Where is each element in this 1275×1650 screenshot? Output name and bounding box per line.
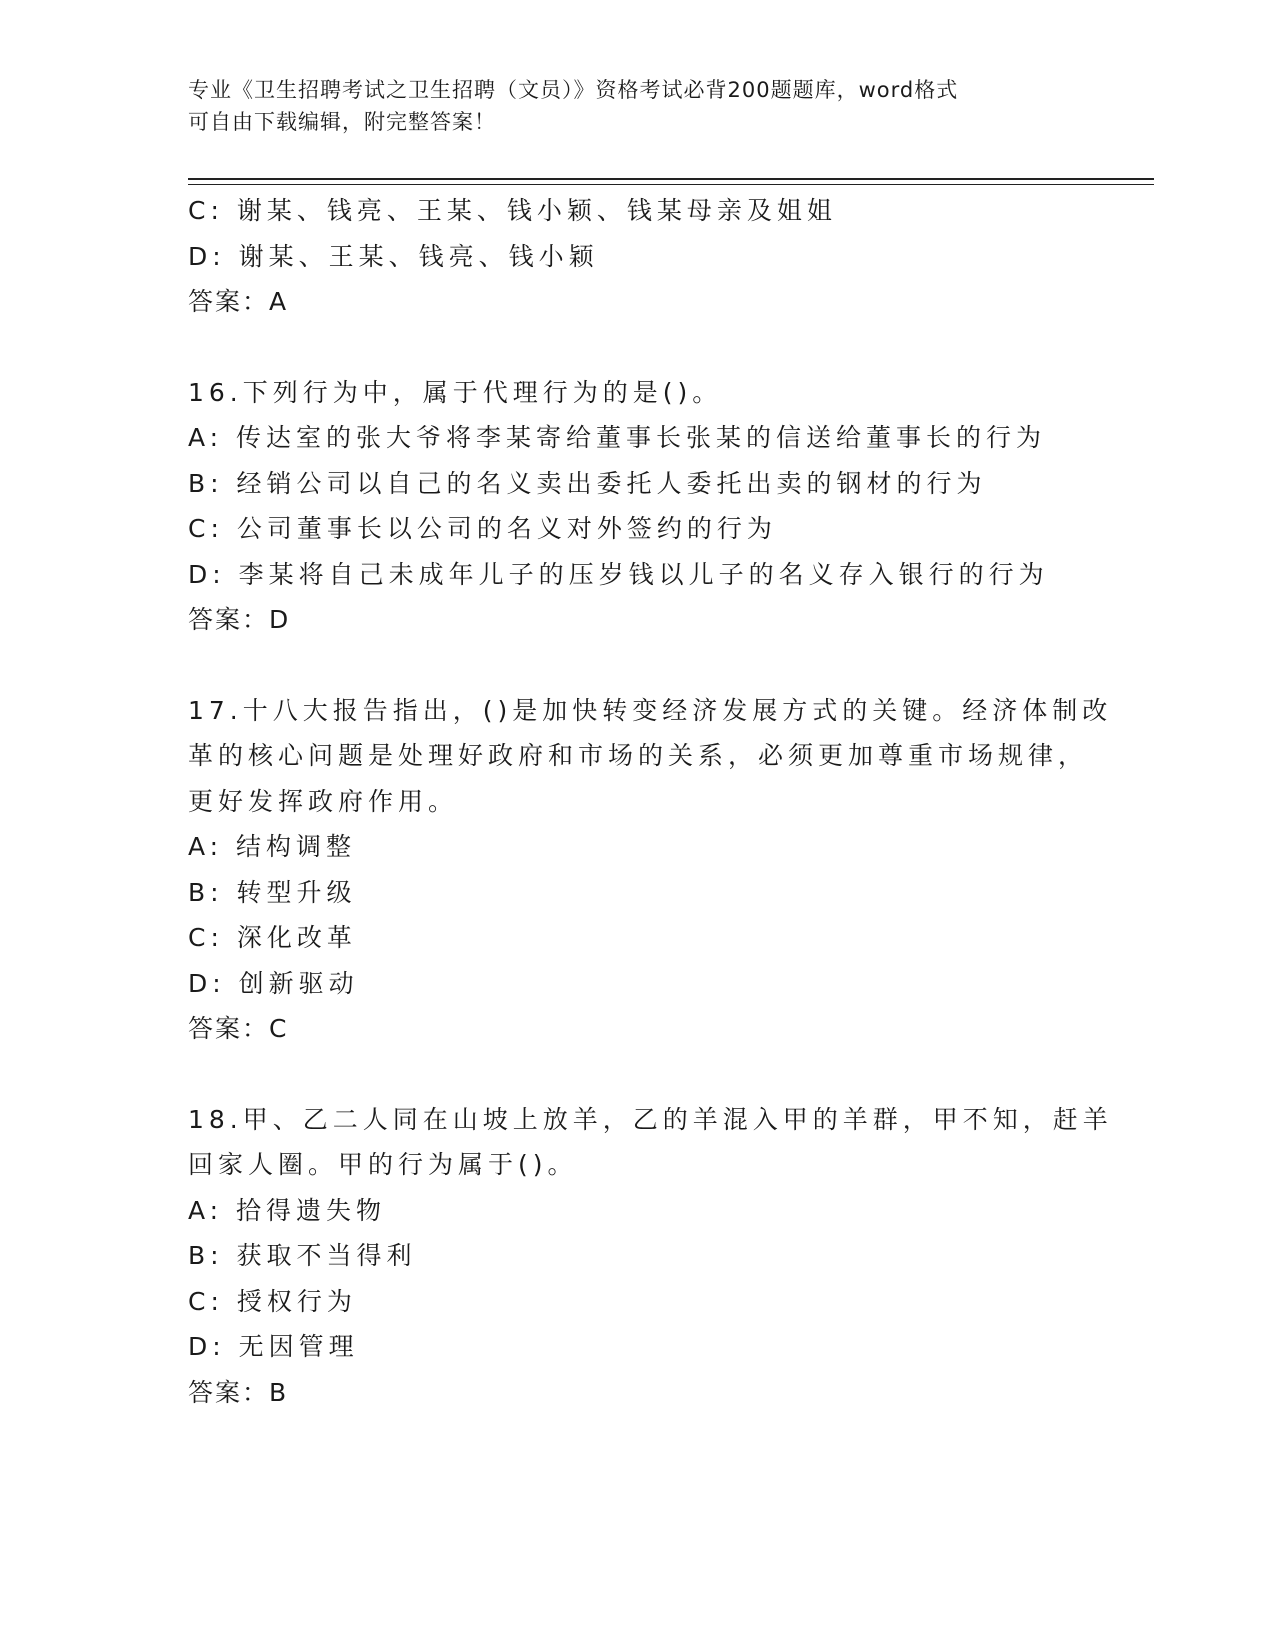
spacer <box>188 1052 1088 1097</box>
header-rule-thick <box>188 178 1154 180</box>
question-text: 17.十八大报告指出，()是加快转变经济发展方式的关键。经济体制改 <box>188 695 1113 725</box>
option-c: C: 谢某、钱亮、王某、钱小颖、钱某母亲及姐姐 <box>188 196 837 225</box>
previous-question-tail <box>188 188 1088 325</box>
question-text: 回家人圈。甲的行为属于()。 <box>188 1150 578 1179</box>
answer-line: 答案：C <box>188 1014 289 1043</box>
option-d: D: 无因管理 <box>188 1332 359 1361</box>
question-text: 革的核心问题是处理好政府和市场的关系，必须更加尊重市场规律， <box>188 741 1089 770</box>
option-c: C: 公司董事长以公司的名义对外签约的行为 <box>188 514 777 543</box>
question-16 <box>188 370 1088 643</box>
document-header <box>188 74 1088 138</box>
answer-line: 答案：D <box>188 605 291 634</box>
option-d: D: 谢某、王某、钱亮、钱小颖 <box>188 241 599 271</box>
option-a: A: 结构调整 <box>188 832 357 861</box>
spacer <box>188 325 1088 370</box>
answer-line: 答案：B <box>188 1377 289 1407</box>
answer-line: 答案：A <box>188 287 289 316</box>
question-list <box>188 188 1113 1415</box>
option-d: D: 创新驱动 <box>188 968 359 998</box>
option-b: B: 转型升级 <box>188 877 357 907</box>
option-c: C: 授权行为 <box>188 1286 357 1316</box>
option-c: C: 深化改革 <box>188 923 357 952</box>
header-line-2: 可自由下载编辑，附完整答案！ <box>188 110 496 134</box>
spacer <box>188 643 1088 688</box>
option-b: B: 获取不当得利 <box>188 1241 417 1270</box>
option-d: D: 李某将自己未成年儿子的压岁钱以儿子的名义存入银行的行为 <box>188 559 1049 589</box>
header-rule-thin <box>188 184 1154 185</box>
question-17 <box>188 688 1113 1052</box>
question-text: 16.下列行为中，属于代理行为的是()。 <box>188 377 723 407</box>
question-text: 18.甲、乙二人同在山坡上放羊，乙的羊混入甲的羊群，甲不知，赶羊 <box>188 1104 1113 1134</box>
option-a: A: 传达室的张大爷将李某寄给董事长张某的信送给董事长的行为 <box>188 423 1047 452</box>
question-text: 更好发挥政府作用。 <box>188 786 459 816</box>
option-b: B: 经销公司以自己的名义卖出委托人委托出卖的钢材的行为 <box>188 468 987 498</box>
option-a: A: 拾得遗失物 <box>188 1195 387 1225</box>
header-line-1: 专业《卫生招聘考试之卫生招聘（文员）》资格考试必背200题题库，word格式 <box>188 78 959 102</box>
question-18 <box>188 1097 1113 1416</box>
